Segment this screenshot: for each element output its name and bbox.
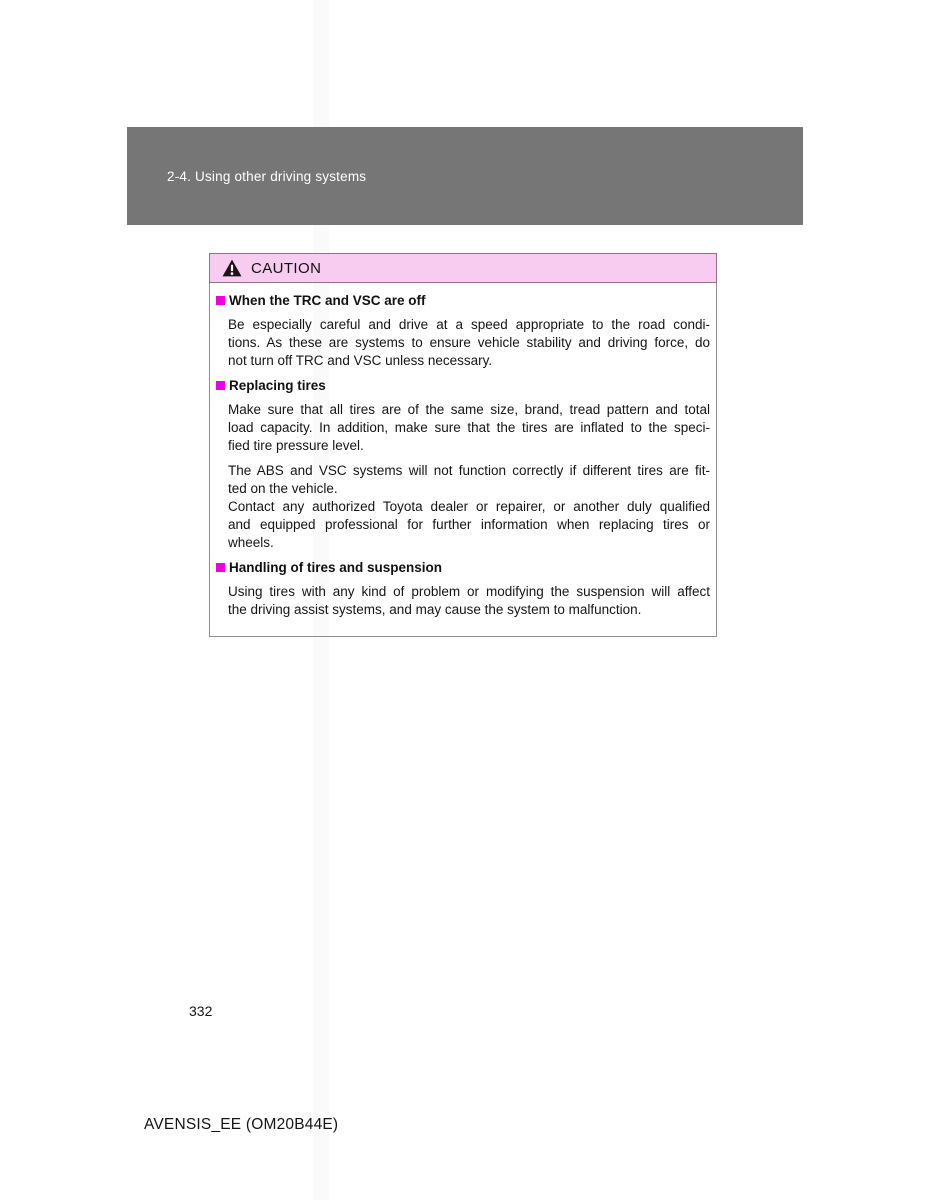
paragraph [228, 462, 710, 498]
magenta-square-bullet-icon [216, 296, 225, 305]
text-line: Make sure that all tires are of the same size, brand, tread pattern and total [228, 402, 710, 417]
magenta-square-bullet-icon [216, 381, 225, 390]
text-line: the driving assist systems, and may cause the system to malfunction. [228, 602, 642, 617]
text-line: load capacity. In addition, make sure that the tires are inflated to the speci- [228, 420, 710, 435]
text-line: Be especially careful and drive at a speed appropriate to the road condi- [228, 317, 710, 332]
text-line: fied tire pressure level. [228, 438, 364, 453]
section-heading [216, 292, 710, 310]
text-line: tions. As these are systems to ensure vehicle stability and driving force, do [228, 335, 710, 350]
caution-title: CAUTION [251, 259, 322, 277]
chapter-header-bar [127, 127, 803, 225]
text-line: wheels. [228, 535, 274, 550]
text-line: Using tires with any kind of problem or modifying the suspension will affect [228, 584, 710, 599]
section-title: When the TRC and VSC are off [229, 293, 426, 308]
section-heading [216, 377, 710, 395]
paragraph [228, 498, 710, 552]
caution-body [209, 283, 717, 637]
caution-section [216, 377, 710, 552]
section-heading [216, 559, 710, 577]
magenta-square-bullet-icon [216, 563, 225, 572]
warning-triangle-icon [222, 259, 242, 277]
paragraph [228, 401, 710, 455]
text-line: not turn off TRC and VSC unless necessary. [228, 353, 493, 368]
section-title: Handling of tires and suspension [229, 560, 443, 575]
paragraph [228, 316, 710, 370]
chapter-title: 2-4. Using other driving systems [167, 168, 367, 184]
page-number: 332 [189, 1003, 213, 1019]
caution-section [216, 559, 710, 619]
section-title: Replacing tires [229, 378, 326, 393]
caution-header [209, 253, 717, 283]
text-line: and equipped professional for further information when replacing tires or [228, 517, 710, 532]
text-line: Contact any authorized Toyota dealer or repairer, or another duly qualified [228, 499, 710, 514]
caution-box [209, 253, 717, 637]
paragraph [228, 583, 710, 619]
text-line: ted on the vehicle. [228, 481, 338, 496]
caution-section [216, 292, 710, 370]
text-line: The ABS and VSC systems will not function correctly if different tires are fit- [228, 463, 710, 478]
document-code: AVENSIS_EE (OM20B44E) [144, 1116, 339, 1133]
